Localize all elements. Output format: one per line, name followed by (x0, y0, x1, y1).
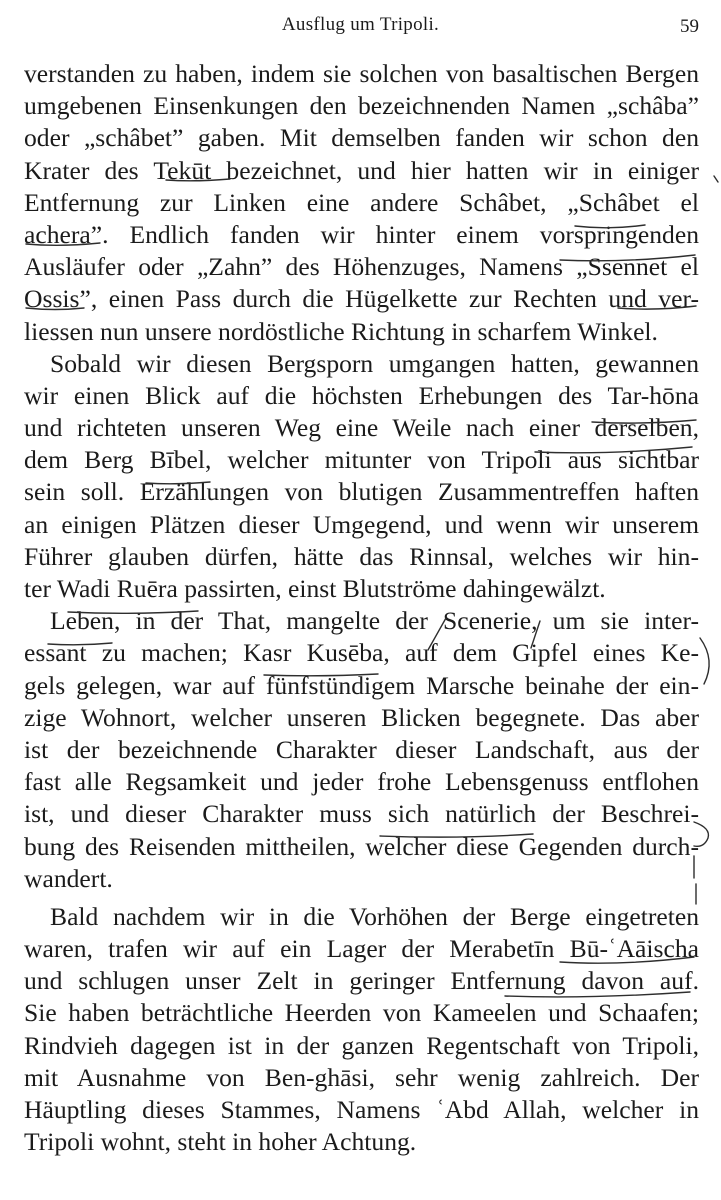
page-header (0, 14, 721, 44)
text-line: und schlugen unser Zelt in geringer Entfernung davon auf. (24, 966, 699, 996)
text-line: Führer glauben dürfen, hätte das Rinnsal, welches wir hin- (24, 541, 699, 571)
text-line: umgebenen Einsenkungen den bezeichnenden Namen „schâba” (24, 91, 699, 121)
text-line: Ossis”, einen Pass durch die Hügelkette zur Rechten und ver- (24, 284, 699, 314)
text-line: Bald nachdem wir in die Vorhöhen der Berge eingetreten (50, 901, 699, 931)
margin-tick-mark (714, 176, 718, 182)
text-line: Tripoli wohnt, steht in hoher Achtung. (24, 1127, 417, 1157)
text-line: Leben, in der That, mangelte der Scenerie, um sie inter- (50, 606, 699, 636)
paragraph (24, 58, 699, 348)
text-line: liessen nun unsere nordöstliche Richtung in scharfem Winkel. (24, 316, 658, 346)
body-text (24, 58, 699, 1158)
text-line: sein soll. Erzählungen von blutigen Zusammentreffen haften (24, 477, 699, 507)
text-line: bung des Reisenden mittheilen, welcher diese Gegenden durch- (24, 831, 699, 861)
running-title: Ausflug um Tripoli. (281, 14, 440, 35)
text-line: und richteten unseren Weg eine Weile nach einer derselben, (24, 413, 699, 443)
text-line: an einigen Plätzen dieser Umgegend, und wenn wir unserem (24, 509, 699, 539)
text-line: verstanden zu haben, indem sie solchen von basaltischen Bergen (24, 59, 699, 88)
text-line: fast alle Regsamkeit und jeder frohe Lebensgenuss entflohen (24, 767, 699, 797)
text-line: ist, und dieser Charakter muss sich natürlich der Beschrei- (24, 799, 699, 829)
paragraph (24, 901, 699, 1159)
text-line: essant zu machen; Kasr Kusēba, auf dem Gipfel eines Ke- (24, 638, 699, 668)
text-line: Häuptling dieses Stammes, Namens ʿAbd Allah, welcher in (24, 1095, 699, 1124)
paragraph (24, 348, 699, 606)
text-line: mit Ausnahme von Ben-ghāsi, sehr wenig zahlreich. Der (24, 1062, 699, 1092)
text-line: ter Wadi Ruēra passirten, einst Blutströme dahingewälzt. (24, 574, 606, 603)
text-line: wir einen Blick auf die höchsten Erhebungen des Tar-hōna (24, 380, 699, 410)
text-line: zige Wohnort, welcher unseren Blicken begegnete. Das aber (24, 702, 699, 732)
text-line: wandert. (24, 863, 113, 893)
text-line: gels gelegen, war auf fünfstündigem Marsche beinahe der ein- (24, 670, 699, 700)
text-line: Entfernung zur Linken eine andere Schâbet, „Schâbet el (24, 187, 699, 217)
bracket-mark (700, 638, 709, 684)
text-line: achera”. Endlich fanden wir hinter einem vorspringenden (24, 219, 699, 249)
page-number: 59 (680, 16, 699, 37)
text-line: Ausläufer oder „Zahn” des Höhenzuges, Namens „Ssennet el (24, 252, 699, 282)
text-line: Krater des Tekūt bezeichnet, und hier hatten wir in einiger (24, 155, 699, 185)
text-line: Sie haben beträchtliche Heerden von Kameelen und Schaafen; (24, 998, 699, 1028)
text-line: Sobald wir diesen Bergsporn umgangen hatten, gewannen (50, 348, 699, 378)
text-line: Rindvieh dagegen ist in der ganzen Regentschaft von Tripoli, (24, 1030, 699, 1060)
text-line: dem Berg Bībel, welcher mitunter von Tripoli aus sichtbar (24, 445, 699, 475)
paragraph (24, 605, 699, 895)
text-line: waren, trafen wir auf ein Lager der Merabetīn Bū-ʿAāischa (24, 934, 699, 964)
text-line: ist der bezeichnende Charakter dieser Landschaft, aus der (24, 734, 699, 764)
text-line: oder „schâbet” gaben. Mit demselben fanden wir schon den (24, 123, 699, 153)
